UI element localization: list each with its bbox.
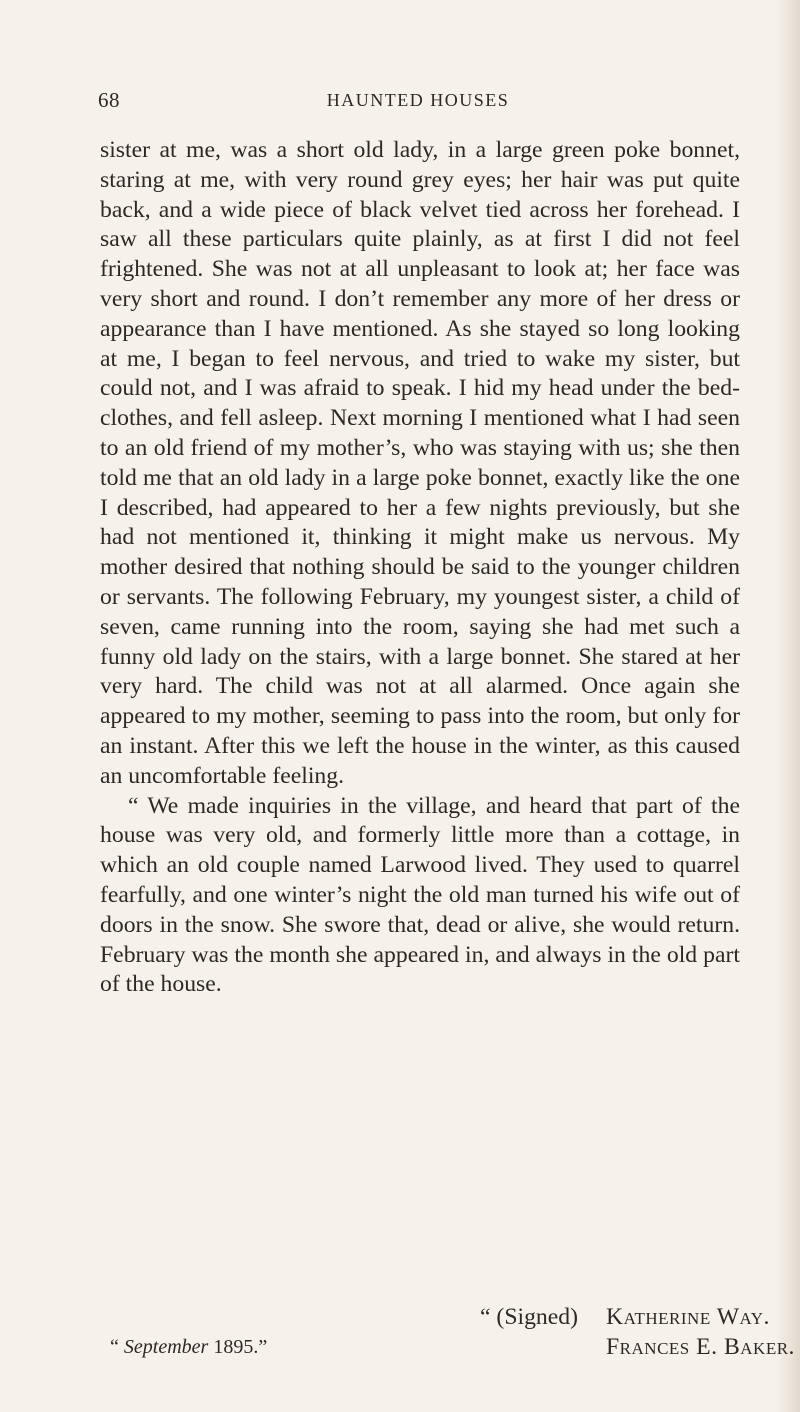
running-title: HAUNTED HOUSES <box>326 90 510 110</box>
date-line <box>110 1336 267 1359</box>
page-header <box>98 88 738 122</box>
signature-block <box>100 1304 795 1384</box>
signed-label: “ (Signed) <box>480 1304 579 1330</box>
signer-katherine-way: Katherine Way. <box>606 1304 770 1330</box>
date-month: September <box>123 1336 209 1358</box>
date-year: 1895.” <box>213 1336 268 1358</box>
signed-line <box>480 1304 578 1331</box>
body-text <box>100 136 740 1000</box>
signer-frances-baker: Frances E. Baker. <box>606 1334 795 1360</box>
date-open-quote: “ <box>110 1336 119 1358</box>
page-number: 68 <box>98 88 120 112</box>
paragraph-inquiries: “ We made inquiries in the village, and heard that part of the house was very old, and formerly little more than a cottage, in which an old couple named Larwood lived. They used to quarrel fearfully, and one winter’s night the old man turned his wife out of doors in the snow. She swore that, dead or alive, she would return. February was the month she appeared in, and always in the old part of the house. <box>100 792 740 998</box>
paragraph-account: sister at me, was a short old lady, in a large green poke bonnet, staring at me, with very round grey eyes; her hair was put quite back, and a wide piece of black velvet tied across her forehead. I saw all these particulars quite plainly, as at first I did not feel frightened. She was not at all unpleasant to look at; her face was very short and round. I don’t remember any more of her dress or appearance than I have mentioned. As she stayed so long looking at me, I began to feel nervous, and tried to wake my sister, but could not, and I was afraid to speak. I hid my head under the bed-clothes, and fell asleep. Next morning I mentioned what I had seen to an old friend of my mother’s, who was staying with us; she then told me that an old lady in a large poke bonnet, exactly like the one I described, had appeared to her a few nights previously, but she had not mentioned it, thinking it might make us nervous. My mother desired that nothing should be said to the younger children or servants. The following February, my youngest sister, a child of seven, came running into the room, saying she had met such a funny old lady on the stairs, with a large bonnet. She stared at her very hard. The child was not at all alarmed. Once again she appeared to my mother, seeming to pass into the room, but only for an instant. After this we left the house in the winter, as this caused an uncomfortable feeling. <box>100 137 740 789</box>
